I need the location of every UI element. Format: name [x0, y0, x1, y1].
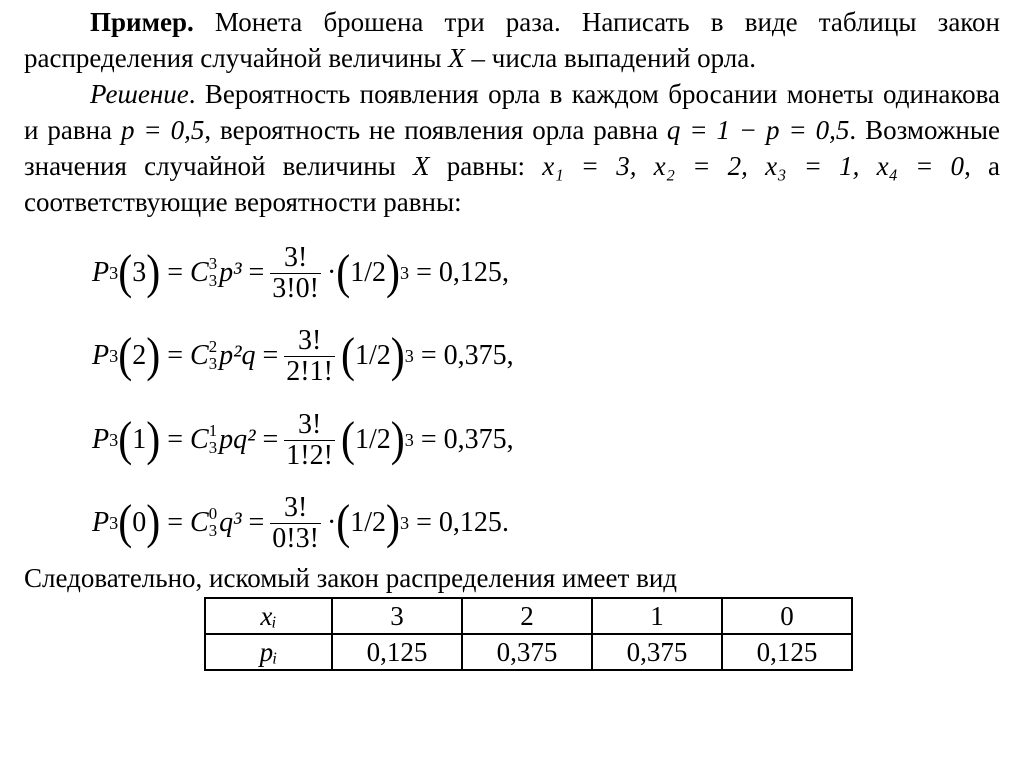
fraction [270, 493, 321, 554]
solution-text-1: . Вероятность появления орла в каждом бросании монеты одинакова и равна [24, 79, 1000, 145]
row-header-x: xᵢ [205, 598, 332, 634]
formula-c-sup: 2 [208, 337, 218, 357]
example-paragraph [24, 4, 1000, 76]
q-expression: q = 1 − p = 0,5 [666, 115, 850, 145]
values-expression: x₁ = 3, x₂ = 2, x₃ = 1, x₄ = 0 [542, 151, 965, 181]
table-cell: 1 [592, 598, 722, 634]
variable-x: X [448, 43, 465, 73]
p-expression: p = 0,5 [120, 115, 205, 145]
formula-factor: p²q [219, 340, 256, 371]
table-cell: 0,375 [592, 634, 722, 670]
example-heading: Пример. [90, 7, 194, 37]
formula-factor: pq² [219, 424, 256, 455]
solution-paragraph [24, 76, 1000, 220]
formula-arg: 2 [132, 340, 147, 371]
formula-arg: 0 [132, 507, 147, 538]
fraction-denominator: 1!2! [286, 439, 333, 471]
table-cell: 3 [332, 598, 462, 634]
formula-p3-0: P 3 ( 0 ) = C 0 3 q³ = $\frac{3!}{0!3!}$ · ( 1/2 ) 3 = 0,125 . [92, 491, 509, 554]
fraction-numerator: 3! [283, 241, 308, 273]
solution-heading: Решение [90, 79, 189, 109]
formula-p3-1: P 3 ( 1 ) = C 1 3 pq² = $\frac{3!}{1!2!}$ ( 1/2 ) 3 = 0,375 , [92, 408, 514, 471]
table-cell: 0,375 [462, 634, 592, 670]
fraction-numerator: 3! [283, 491, 308, 523]
fraction-numerator: 3! [297, 324, 322, 356]
multiply-dot: · [326, 507, 337, 538]
table-cell: 0,125 [332, 634, 462, 670]
fraction-denominator: 2!1! [286, 355, 333, 387]
formula-end: . [501, 507, 509, 538]
distribution-table [204, 597, 853, 671]
table-cell: 0 [722, 598, 852, 634]
table-row-x [205, 598, 852, 634]
formula-arg: 3 [132, 257, 147, 288]
conclusion-text: Следовательно, искомый закон распределения имеет вид [24, 563, 678, 593]
formula-c-sup: 0 [208, 504, 218, 524]
variable-x: X [413, 151, 430, 181]
table-cell: 0,125 [722, 634, 852, 670]
formula-p3-3: P 3 ( 3 ) = C 3 3 p³ = $\frac{3!}{3!0!}$ · ( 1/2 ) 3 = 0,125 , [92, 241, 509, 304]
solution-text-5: , а соответствующие вероятности равны: [24, 151, 1000, 217]
fraction [270, 243, 321, 304]
formula-c-sup: 3 [208, 254, 218, 274]
formula-factor: q³ [219, 507, 242, 538]
fraction-denominator: 3!0! [272, 272, 319, 304]
fraction [284, 326, 335, 387]
table-cell: 2 [462, 598, 592, 634]
fraction-denominator: 0!3! [272, 522, 319, 554]
solution-text-4: равны: [446, 151, 526, 181]
fraction [284, 410, 335, 471]
formula-result: = 0,125 [416, 257, 502, 288]
solution-text-2: , вероятность не появления орла равна [204, 115, 658, 145]
formula-factor: p³ [219, 257, 242, 288]
formula-result: = 0,125 [416, 507, 502, 538]
formula-end: , [506, 340, 514, 371]
formula-arg: 1 [132, 424, 147, 455]
example-text-1: Монета брошена три раза. Написать в виде таблицы закон распределения случайной величины [24, 7, 1000, 73]
formula-end: , [501, 257, 509, 288]
row-header-p: pᵢ [205, 634, 332, 670]
formula-p3-2: P 3 ( 2 ) = C 2 3 p²q = $\frac{3!}{2!1!}$ ( 1/2 ) 3 = 0,375 , [92, 324, 514, 387]
example-text-2: – числа выпадений орла. [471, 43, 756, 73]
formula-result: = 0,375 [420, 340, 507, 371]
multiply-dot: · [326, 257, 337, 288]
fraction-numerator: 3! [297, 408, 322, 440]
solution-text-3: . Возможные значения случайной величины [24, 115, 1001, 181]
table-row-p [205, 634, 852, 670]
formula-end: , [506, 424, 514, 455]
formula-result: = 0,375 [420, 424, 507, 455]
formula-c-sup: 1 [208, 421, 218, 441]
